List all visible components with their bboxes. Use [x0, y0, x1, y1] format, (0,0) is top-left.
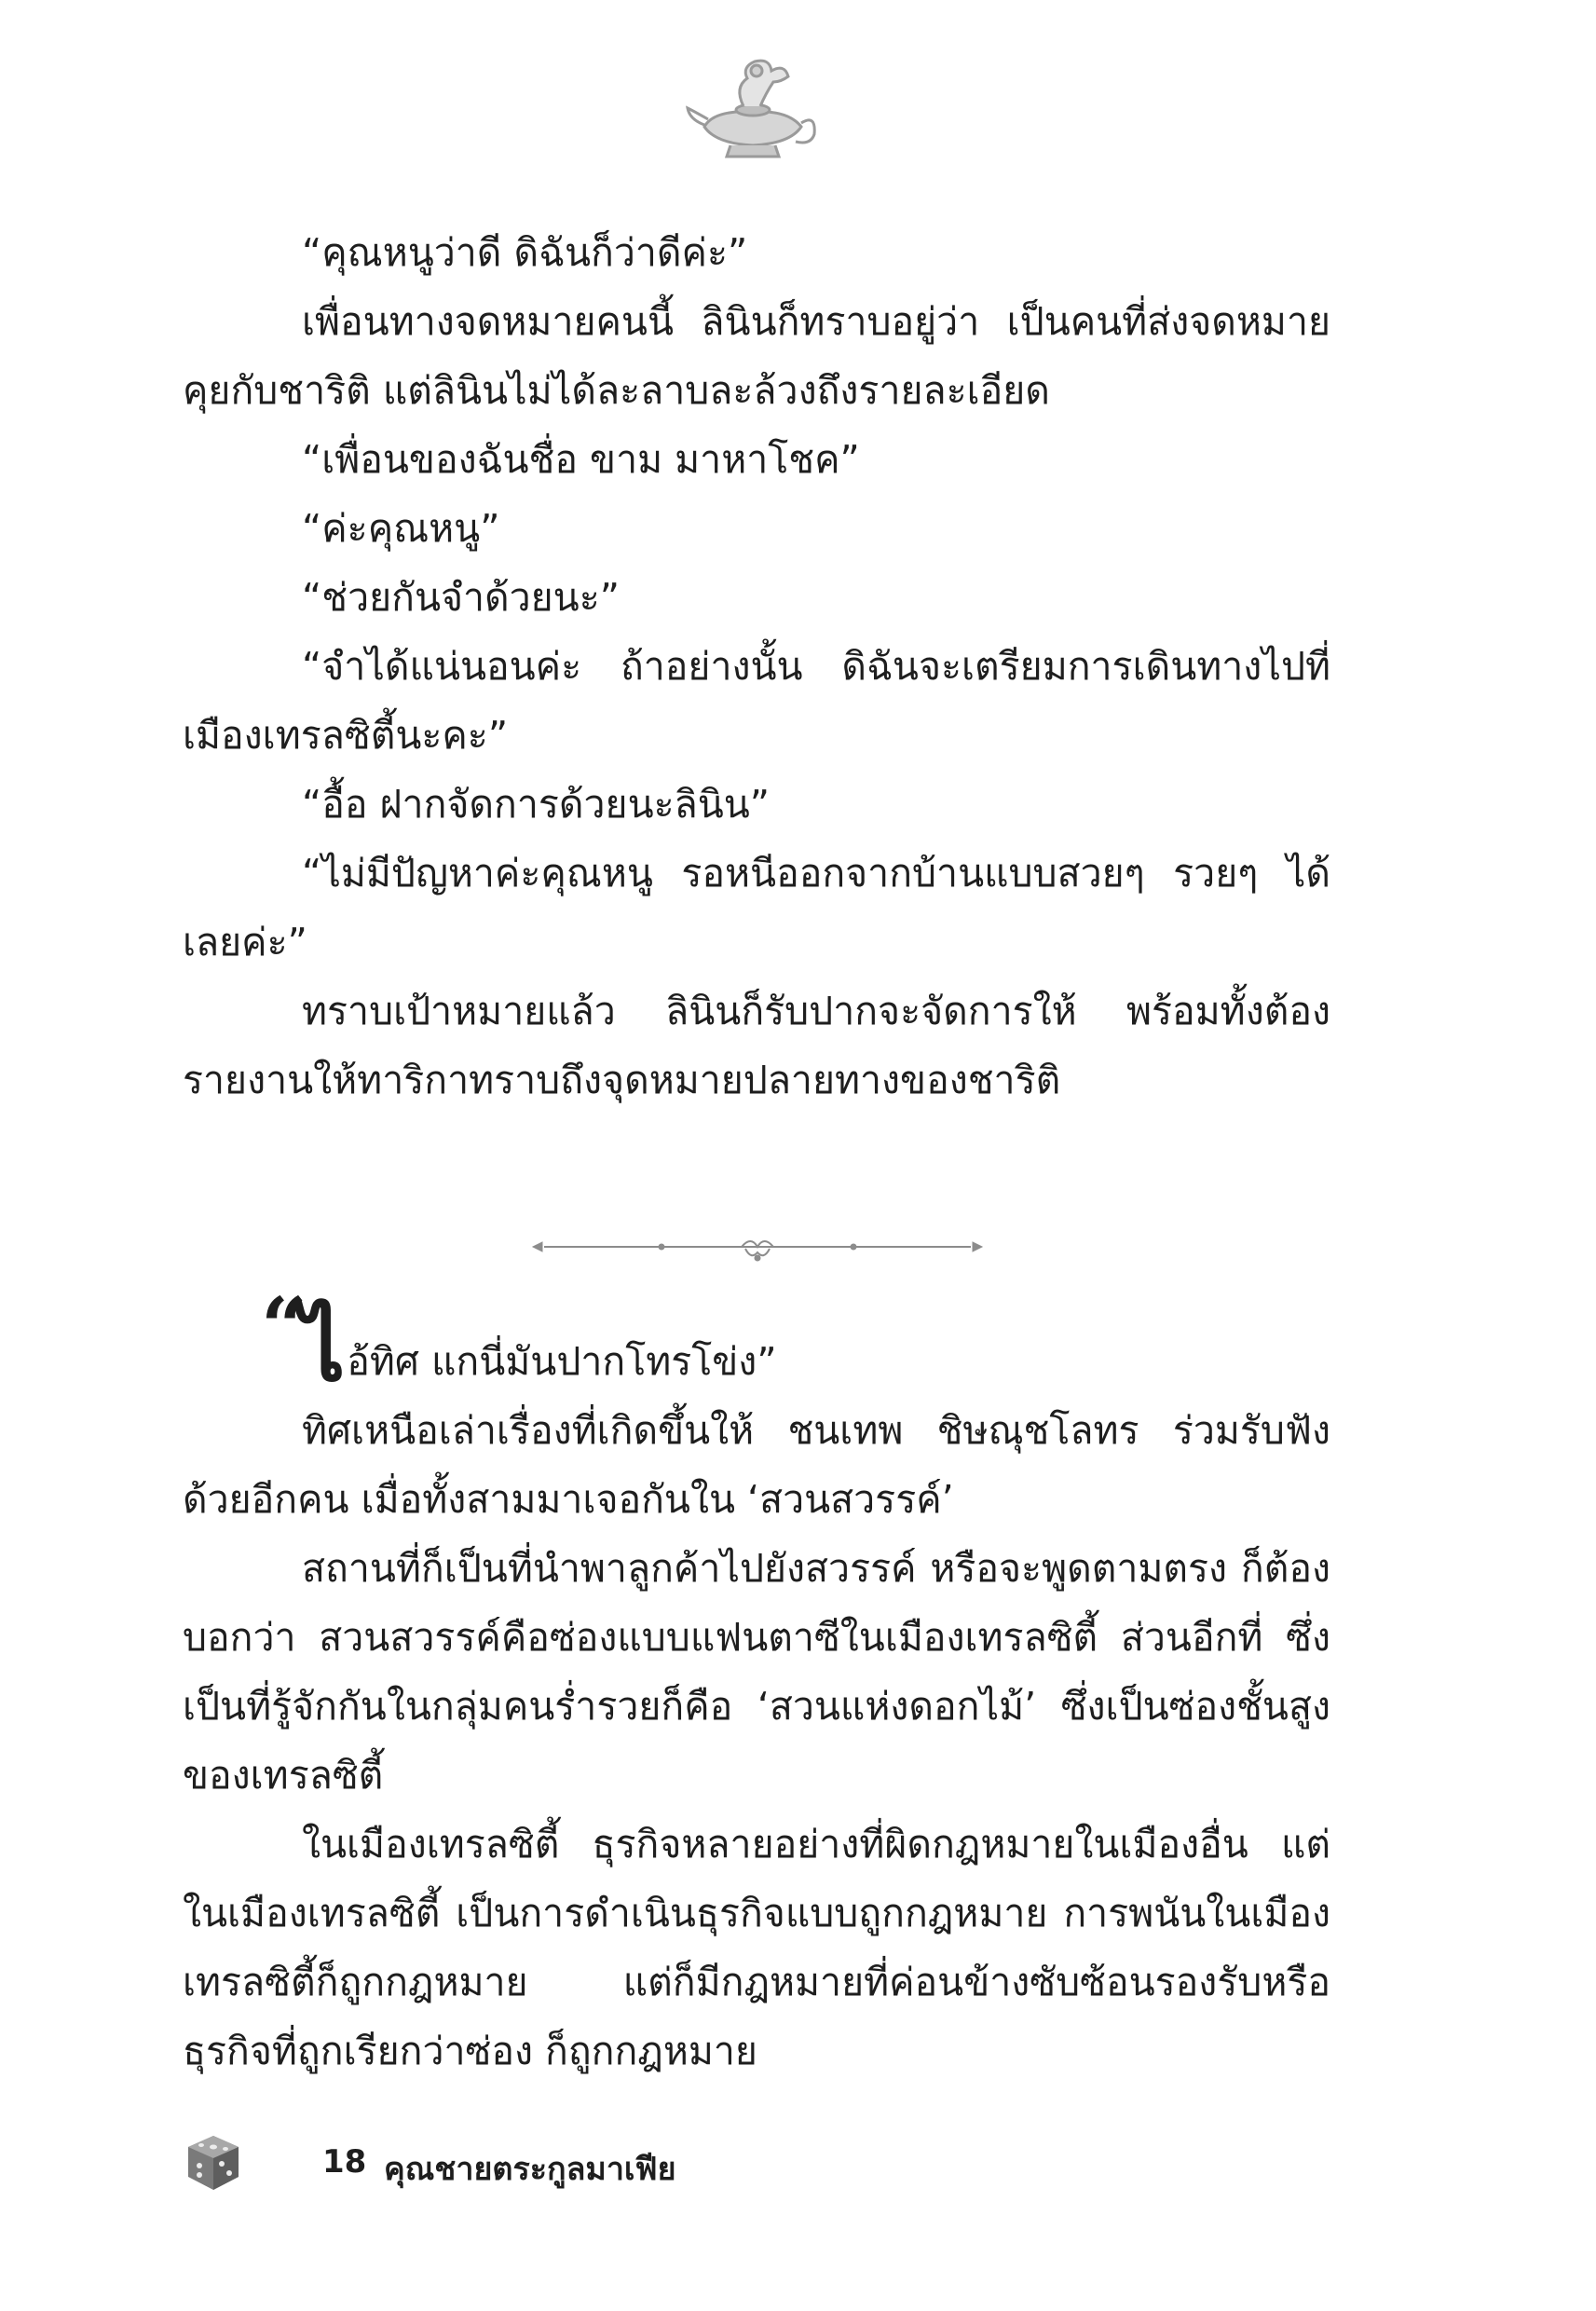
text-block-2: [183, 1280, 1330, 2085]
paragraph: “อื้อ ฝากจัดการด้วยนะลินิน”: [302, 782, 771, 827]
drop-cap-letter: ไ: [300, 1297, 346, 1402]
paragraph: ทิศเหนือเล่าเรื่องที่เกิดขึ้นให้ ชนเทพ ชิษณุชโลทร ร่วมรับฟังด้วยอีกคน เมื่อทั้งสามมาเจอกันใน ‘สวนสวรรค์’: [183, 1408, 1330, 1522]
paragraph: “ไม่มีปัญหาค่ะคุณหนู รอหนีออกจากบ้านแบบสวยๆ รวยๆ ได้เลยค่ะ”: [183, 851, 1330, 964]
drop-cap-line: [183, 1280, 1330, 1402]
paragraph: “ค่ะคุณหนู”: [302, 506, 500, 551]
dice-icon: [183, 2132, 244, 2194]
paragraph: “จำได้แน่นอนค่ะ ถ้าอย่างนั้น ดิฉันจะเตรียมการเดินทางไปที่เมืองเทรลซิตี้นะคะ”: [183, 644, 1330, 758]
ornamental-divider-icon: [531, 1228, 984, 1265]
paragraph: “คุณหนูว่าดี ดิฉันก็ว่าดีค่ะ”: [302, 230, 748, 275]
paragraph: ทราบเป้าหมายแล้ว ลินินก็รับปากจะจัดการให้ พร้อมทั้งต้องรายงานให้ทาริกาทราบถึงจุดหมายปลายทางของชาริติ: [183, 989, 1330, 1102]
open-quote-mark: “: [261, 1280, 307, 1374]
paragraph: “เพื่อนของฉันชื่อ ขาม มาหาโชค”: [302, 437, 860, 482]
drop-cap-line-text: อ้ทิศ แกนี่มันปากโทรโข่ง”: [347, 1339, 777, 1384]
paragraph: เพื่อนทางจดหมายคนนี้ ลินินก็ทราบอยู่ว่า เป็นคนที่ส่งจดหมายคุยกับชาริติ แต่ลินินไม่ได้ละลาบละล้วงถึงรายละเอียด: [183, 299, 1330, 413]
paragraph: “ช่วยกันจำด้วยนะ”: [302, 575, 620, 620]
genie-lamp-icon: [686, 54, 820, 164]
text-block-1: [183, 218, 1330, 1114]
paragraph: สถานที่ก็เป็นที่นำพาลูกค้าไปยังสวรรค์ หรือจะพูดตามตรง ก็ต้องบอกว่า สวนสวรรค์คือซ่องแบบแฟนตาซีในเมืองเทรลซิตี้ ส่วนอีกที่ ซึ่งเป็นที่รู้จักกันในกลุ่มคนร่ำรวยก็คือ ‘สวนแห่งดอกไม้’ ซึ่งเป็นซ่องชั้นสูงของเทรลซิตี้: [183, 1546, 1330, 1798]
page-footer: [183, 2132, 1330, 2197]
paragraph: ในเมืองเทรลซิตี้ ธุรกิจหลายอย่างที่ผิดกฎหมายในเมืองอื่น แต่ในเมืองเทรลซิตี้ เป็นการดำเนินธุรกิจแบบถูกกฎหมาย การพนันในเมืองเทรลซิตี้ก็ถูกกฎหมาย แต่ก็มีกฎหมายที่ค่อนข้างซับซ้อนรองรับหรือธุรกิจที่ถูกเรียกว่าซ่อง ก็ถูกกฎหมาย: [183, 1822, 1330, 2073]
page-number: 18: [322, 2143, 367, 2181]
book-title: คุณชายตระกูลมาเฟีย: [384, 2151, 676, 2188]
